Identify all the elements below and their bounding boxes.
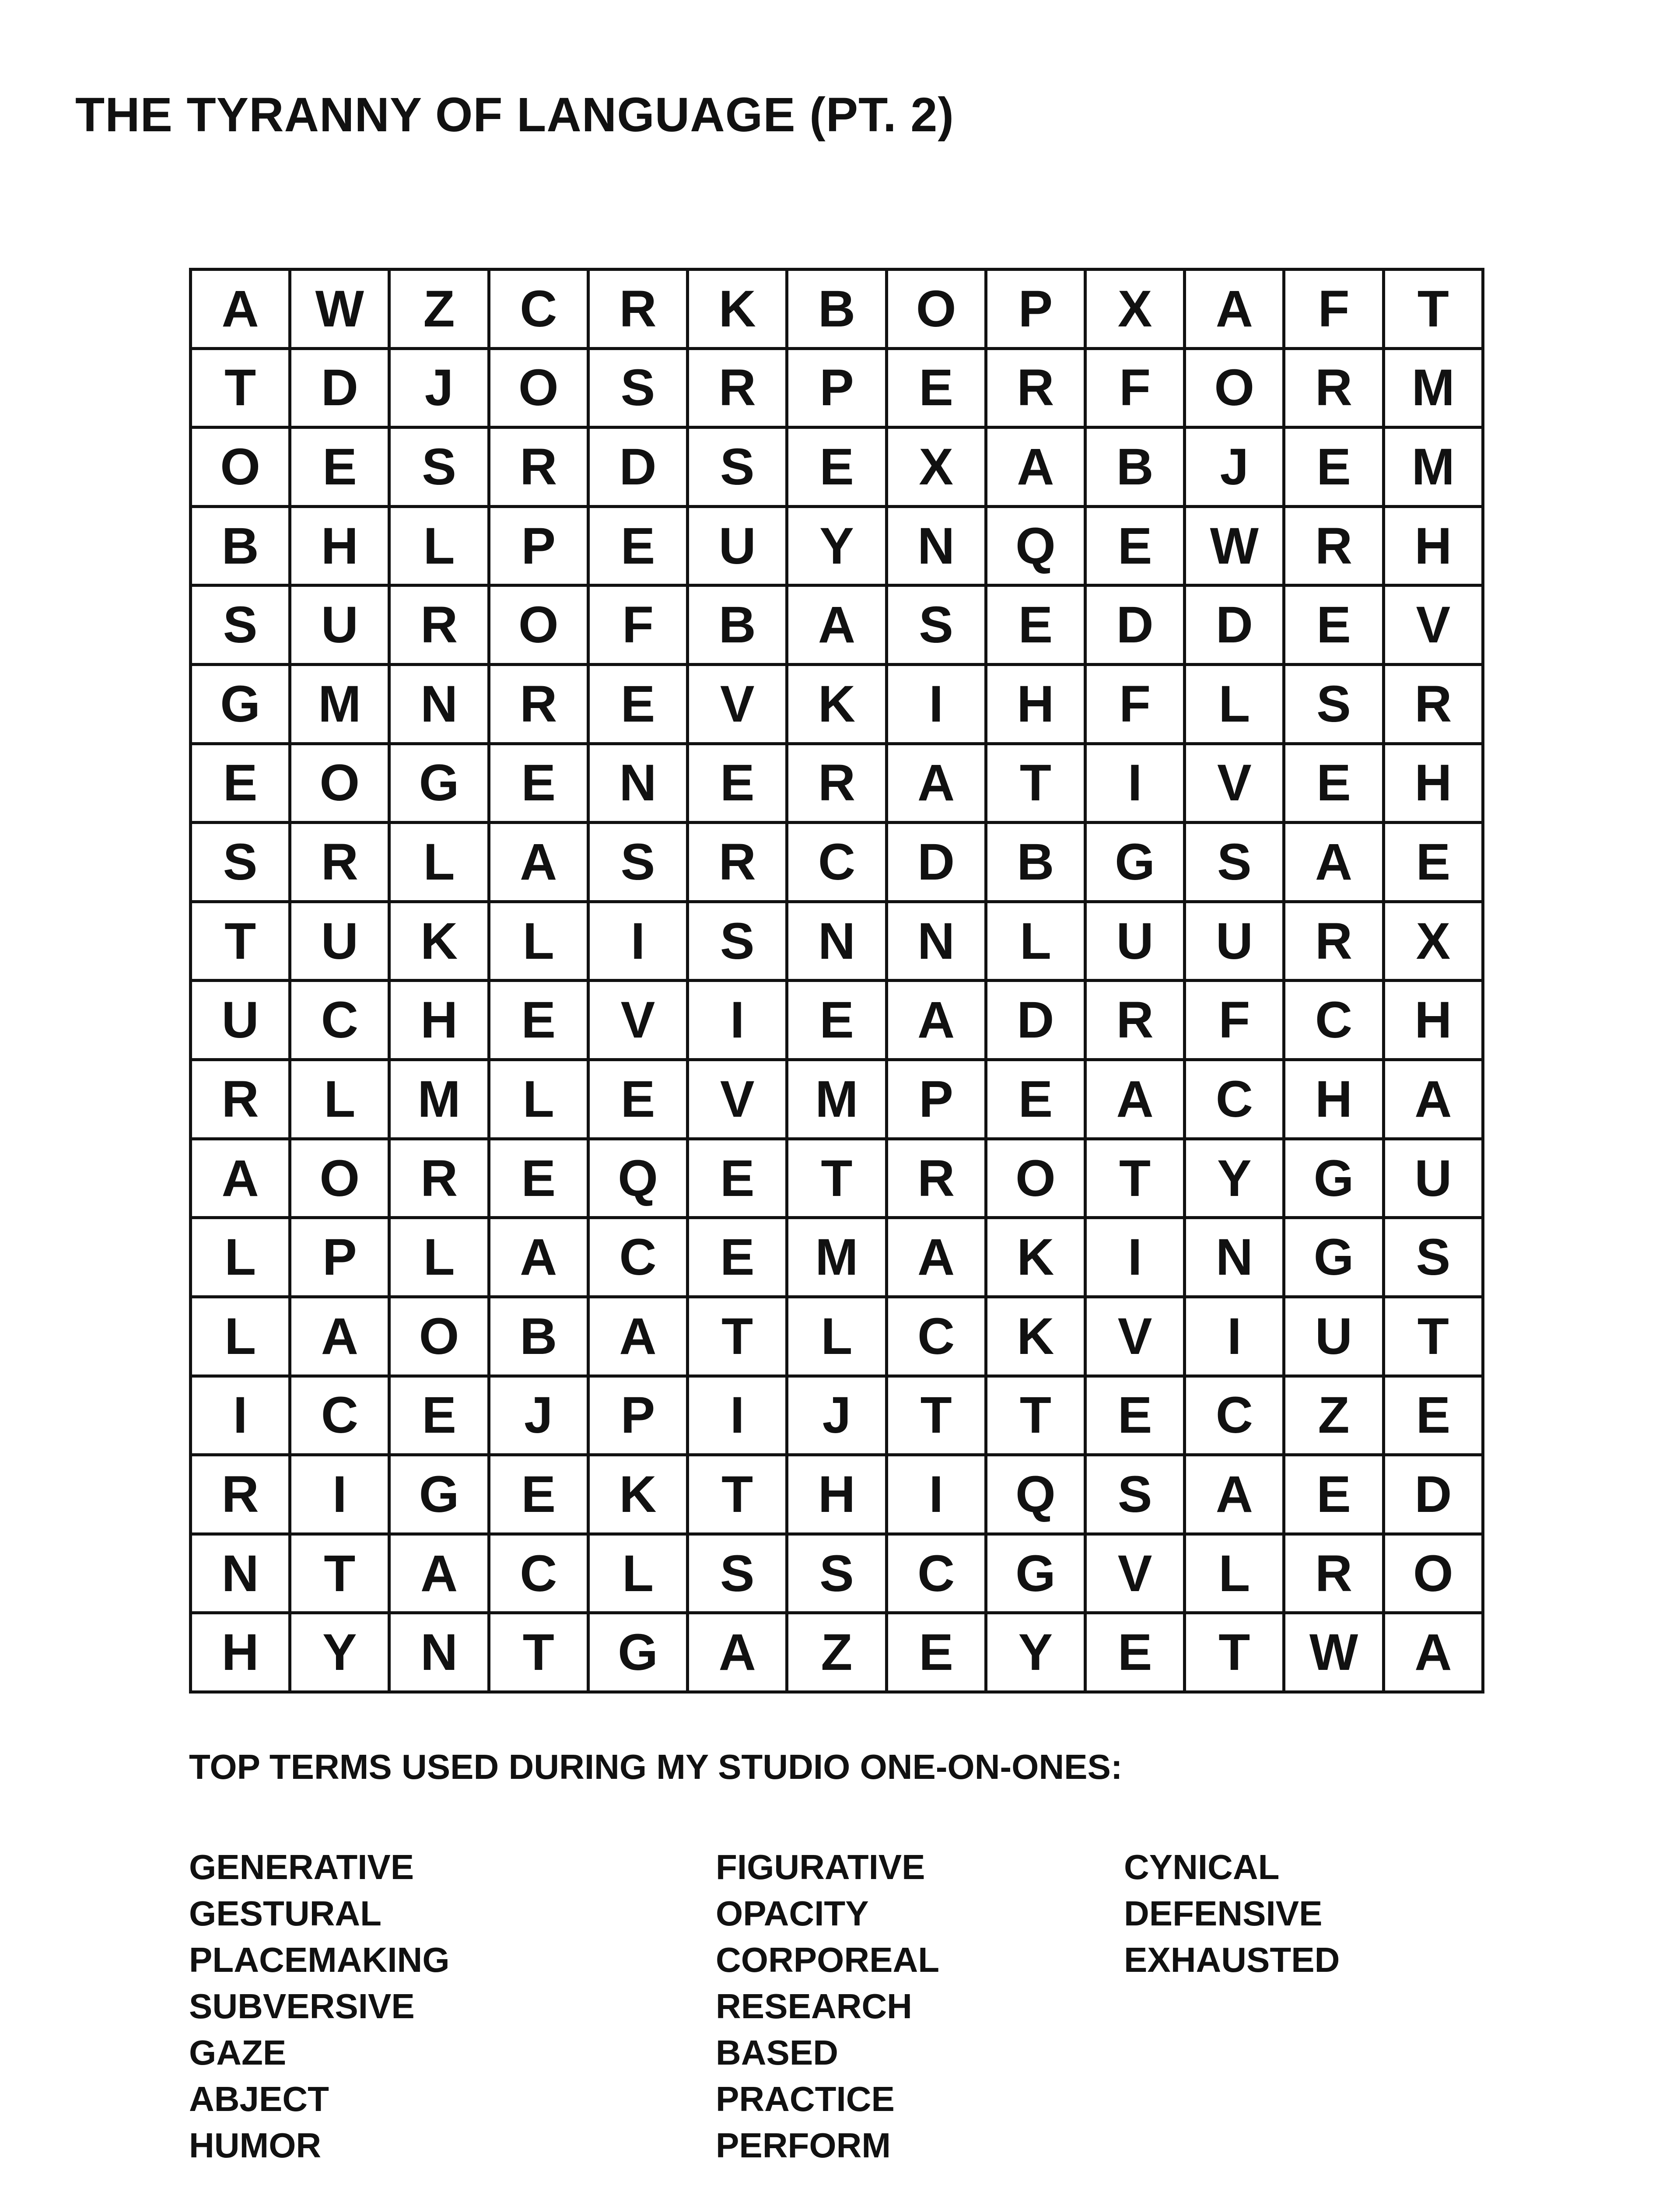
- grid-row: [191, 348, 1483, 428]
- grid-cell: E: [787, 981, 886, 1060]
- grid-cell: A: [1284, 823, 1383, 902]
- grid-cell: N: [389, 1613, 489, 1692]
- grid-cell: E: [588, 506, 687, 586]
- grid-cell: E: [1284, 428, 1383, 507]
- grid-cell: E: [1383, 823, 1483, 902]
- grid-cell: P: [886, 1060, 986, 1139]
- grid-cell: K: [986, 1297, 1085, 1376]
- grid-cell: J: [489, 1376, 588, 1455]
- grid-cell: O: [489, 586, 588, 665]
- grid-cell: A: [886, 743, 986, 823]
- grid-cell: E: [1284, 586, 1383, 665]
- grid-cell: T: [688, 1297, 787, 1376]
- grid-cell: S: [1383, 1218, 1483, 1297]
- grid-cell: I: [1085, 1218, 1184, 1297]
- grid-cell: W: [1284, 1613, 1383, 1692]
- grid-cell: L: [588, 1534, 687, 1613]
- grid-cell: D: [986, 981, 1085, 1060]
- grid-cell: G: [986, 1534, 1085, 1613]
- grid-cell: L: [1185, 665, 1284, 744]
- grid-cell: K: [986, 1218, 1085, 1297]
- grid-cell: C: [1284, 981, 1383, 1060]
- grid-cell: N: [886, 901, 986, 981]
- grid-cell: U: [1284, 1297, 1383, 1376]
- grid-cell: U: [1383, 1139, 1483, 1218]
- grid-cell: A: [986, 428, 1085, 507]
- grid-cell: E: [986, 586, 1085, 665]
- grid-cell: B: [688, 586, 787, 665]
- grid-row: [191, 586, 1483, 665]
- grid-cell: E: [688, 1139, 787, 1218]
- grid-cell: R: [191, 1060, 290, 1139]
- grid-cell: V: [1085, 1297, 1184, 1376]
- grid-cell: B: [787, 270, 886, 349]
- grid-cell: O: [986, 1139, 1085, 1218]
- grid-cell: Q: [986, 506, 1085, 586]
- grid-cell: I: [886, 1455, 986, 1534]
- grid-cell: T: [191, 348, 290, 428]
- grid-row: [191, 270, 1483, 349]
- grid-cell: P: [290, 1218, 389, 1297]
- grid-cell: M: [787, 1218, 886, 1297]
- grid-cell: O: [489, 348, 588, 428]
- grid-cell: T: [191, 901, 290, 981]
- grid-cell: N: [389, 665, 489, 744]
- grid-cell: E: [986, 1060, 1085, 1139]
- grid-cell: T: [688, 1455, 787, 1534]
- word-list-item: OPACITY: [716, 1894, 869, 1933]
- grid-cell: E: [1284, 743, 1383, 823]
- grid-cell: J: [1185, 428, 1284, 507]
- grid-cell: A: [389, 1534, 489, 1613]
- grid-row: [191, 1139, 1483, 1218]
- grid-cell: G: [588, 1613, 687, 1692]
- grid-cell: L: [191, 1297, 290, 1376]
- grid-cell: S: [688, 1534, 787, 1613]
- grid-cell: R: [1383, 665, 1483, 744]
- grid-row: [191, 1613, 1483, 1692]
- grid-cell: F: [1085, 665, 1184, 744]
- grid-cell: E: [688, 1218, 787, 1297]
- grid-cell: L: [986, 901, 1085, 981]
- grid-cell: I: [886, 665, 986, 744]
- grid-cell: C: [1185, 1060, 1284, 1139]
- grid-cell: R: [886, 1139, 986, 1218]
- grid-cell: I: [290, 1455, 389, 1534]
- grid-cell: Y: [1185, 1139, 1284, 1218]
- grid-row: [191, 1060, 1483, 1139]
- grid-cell: C: [787, 823, 886, 902]
- grid-cell: A: [1383, 1613, 1483, 1692]
- grid-cell: R: [588, 270, 687, 349]
- grid-cell: M: [1383, 348, 1483, 428]
- grid-cell: S: [191, 823, 290, 902]
- grid-row: [191, 981, 1483, 1060]
- grid-cell: I: [588, 901, 687, 981]
- grid-cell: G: [1284, 1139, 1383, 1218]
- grid-cell: I: [688, 1376, 787, 1455]
- grid-cell: Q: [986, 1455, 1085, 1534]
- grid-cell: N: [1185, 1218, 1284, 1297]
- grid-cell: G: [191, 665, 290, 744]
- word-list-item: PRACTICE: [716, 2079, 895, 2118]
- grid-cell: S: [1085, 1455, 1184, 1534]
- grid-cell: R: [290, 823, 389, 902]
- grid-cell: R: [1284, 1534, 1383, 1613]
- grid-cell: C: [290, 1376, 389, 1455]
- grid-cell: H: [986, 665, 1085, 744]
- word-list-item: PERFORM: [716, 2126, 891, 2165]
- grid-cell: H: [191, 1613, 290, 1692]
- grid-cell: S: [1284, 665, 1383, 744]
- word-list-item: RESEARCH: [716, 1987, 912, 2026]
- grid-cell: E: [489, 1455, 588, 1534]
- grid-cell: S: [787, 1534, 886, 1613]
- grid-cell: R: [688, 823, 787, 902]
- grid-cell: U: [191, 981, 290, 1060]
- grid-cell: P: [489, 506, 588, 586]
- grid-cell: B: [489, 1297, 588, 1376]
- grid-cell: O: [1185, 348, 1284, 428]
- grid-cell: R: [986, 348, 1085, 428]
- grid-cell: T: [1085, 1139, 1184, 1218]
- word-list-column-1: [189, 1844, 450, 2169]
- grid-cell: R: [787, 743, 886, 823]
- grid-cell: E: [489, 1139, 588, 1218]
- grid-cell: H: [1284, 1060, 1383, 1139]
- grid-cell: C: [1185, 1376, 1284, 1455]
- grid-cell: E: [688, 743, 787, 823]
- grid-cell: H: [389, 981, 489, 1060]
- grid-cell: E: [886, 1613, 986, 1692]
- word-list-item: HUMOR: [189, 2126, 322, 2165]
- grid-cell: H: [787, 1455, 886, 1534]
- grid-cell: E: [886, 348, 986, 428]
- grid-cell: U: [1185, 901, 1284, 981]
- word-list-item: SUBVERSIVE: [189, 1987, 415, 2026]
- grid-cell: R: [489, 428, 588, 507]
- grid-cell: W: [1185, 506, 1284, 586]
- grid-row: [191, 665, 1483, 744]
- grid-cell: A: [1085, 1060, 1184, 1139]
- grid-cell: F: [1085, 348, 1184, 428]
- grid-cell: R: [191, 1455, 290, 1534]
- grid-cell: E: [588, 665, 687, 744]
- grid-cell: Y: [787, 506, 886, 586]
- grid-cell: O: [389, 1297, 489, 1376]
- grid-cell: Z: [787, 1613, 886, 1692]
- grid-cell: X: [1085, 270, 1184, 349]
- grid-cell: Z: [389, 270, 489, 349]
- grid-cell: A: [588, 1297, 687, 1376]
- grid-cell: D: [588, 428, 687, 507]
- grid-cell: S: [191, 586, 290, 665]
- grid-cell: A: [489, 1218, 588, 1297]
- grid-cell: E: [1383, 1376, 1483, 1455]
- grid-cell: W: [290, 270, 389, 349]
- grid-cell: T: [290, 1534, 389, 1613]
- grid-cell: P: [787, 348, 886, 428]
- grid-cell: P: [986, 270, 1085, 349]
- grid-cell: E: [588, 1060, 687, 1139]
- grid-cell: A: [886, 981, 986, 1060]
- grid-cell: M: [787, 1060, 886, 1139]
- grid-cell: R: [1085, 981, 1184, 1060]
- grid-cell: H: [1383, 506, 1483, 586]
- grid-cell: T: [489, 1613, 588, 1692]
- grid-cell: F: [1185, 981, 1284, 1060]
- grid-cell: L: [191, 1218, 290, 1297]
- grid-cell: B: [986, 823, 1085, 902]
- grid-cell: S: [688, 901, 787, 981]
- grid-cell: J: [389, 348, 489, 428]
- grid-cell: N: [588, 743, 687, 823]
- grid-cell: D: [290, 348, 389, 428]
- grid-cell: A: [191, 270, 290, 349]
- grid-cell: C: [290, 981, 389, 1060]
- grid-cell: Q: [588, 1139, 687, 1218]
- word-list-item: ABJECT: [189, 2079, 329, 2118]
- grid-cell: X: [886, 428, 986, 507]
- grid-cell: R: [688, 348, 787, 428]
- grid-cell: K: [787, 665, 886, 744]
- grid-cell: C: [588, 1218, 687, 1297]
- grid-cell: F: [1284, 270, 1383, 349]
- grid-cell: A: [787, 586, 886, 665]
- grid-cell: R: [1284, 348, 1383, 428]
- grid-cell: D: [1085, 586, 1184, 665]
- grid-row: [191, 743, 1483, 823]
- grid-cell: Y: [290, 1613, 389, 1692]
- grid-cell: G: [1085, 823, 1184, 902]
- grid-cell: E: [787, 428, 886, 507]
- grid-row: [191, 1376, 1483, 1455]
- grid-cell: E: [489, 743, 588, 823]
- grid-cell: U: [688, 506, 787, 586]
- grid-cell: K: [688, 270, 787, 349]
- grid-cell: Z: [1284, 1376, 1383, 1455]
- grid-cell: G: [1284, 1218, 1383, 1297]
- grid-cell: I: [191, 1376, 290, 1455]
- grid-cell: V: [1185, 743, 1284, 823]
- grid-cell: T: [787, 1139, 886, 1218]
- word-list-item: CYNICAL: [1124, 1848, 1280, 1886]
- grid-row: [191, 823, 1483, 902]
- grid-cell: A: [1185, 1455, 1284, 1534]
- word-list-heading: TOP TERMS USED DURING MY STUDIO ONE-ON-ONES:: [189, 1747, 1123, 1786]
- grid-cell: B: [191, 506, 290, 586]
- word-search-grid: [189, 268, 1484, 1694]
- grid-cell: T: [886, 1376, 986, 1455]
- grid-cell: A: [688, 1613, 787, 1692]
- grid-cell: T: [1383, 270, 1483, 349]
- grid-cell: G: [389, 743, 489, 823]
- word-list-item: FIGURATIVE: [716, 1848, 925, 1886]
- grid-cell: C: [489, 1534, 588, 1613]
- grid-cell: G: [389, 1455, 489, 1534]
- puzzle-title: THE TYRANNY OF LANGUAGE (PT. 2): [75, 88, 955, 142]
- grid-cell: O: [290, 743, 389, 823]
- grid-cell: S: [588, 823, 687, 902]
- grid-cell: E: [1085, 1613, 1184, 1692]
- grid-cell: I: [688, 981, 787, 1060]
- grid-cell: E: [191, 743, 290, 823]
- grid-cell: N: [191, 1534, 290, 1613]
- grid-cell: C: [886, 1297, 986, 1376]
- grid-cell: T: [1383, 1297, 1483, 1376]
- grid-cell: O: [886, 270, 986, 349]
- grid-cell: S: [1185, 823, 1284, 902]
- grid-cell: X: [1383, 901, 1483, 981]
- grid-cell: S: [886, 586, 986, 665]
- grid-cell: O: [290, 1139, 389, 1218]
- grid-cell: O: [191, 428, 290, 507]
- grid-cell: A: [886, 1218, 986, 1297]
- grid-row: [191, 506, 1483, 586]
- grid-cell: A: [1185, 270, 1284, 349]
- grid-row: [191, 1297, 1483, 1376]
- grid-cell: I: [1185, 1297, 1284, 1376]
- grid-cell: U: [290, 586, 389, 665]
- grid-cell: R: [1284, 506, 1383, 586]
- word-list-item: EXHAUSTED: [1124, 1940, 1340, 1979]
- grid-row: [191, 1218, 1483, 1297]
- word-list-item: GAZE: [189, 2033, 287, 2072]
- word-list-item: GESTURAL: [189, 1894, 382, 1933]
- grid-cell: N: [886, 506, 986, 586]
- grid-cell: E: [489, 981, 588, 1060]
- grid-cell: M: [290, 665, 389, 744]
- grid-cell: R: [389, 586, 489, 665]
- grid-cell: T: [1185, 1613, 1284, 1692]
- grid-cell: C: [489, 270, 588, 349]
- grid-cell: U: [290, 901, 389, 981]
- grid-cell: L: [1185, 1534, 1284, 1613]
- grid-cell: N: [787, 901, 886, 981]
- word-list-item: CORPOREAL: [716, 1940, 940, 1979]
- grid-cell: L: [290, 1060, 389, 1139]
- grid-cell: H: [1383, 981, 1483, 1060]
- grid-cell: L: [389, 1218, 489, 1297]
- grid-cell: H: [290, 506, 389, 586]
- grid-cell: K: [588, 1455, 687, 1534]
- word-list-column-3: [1124, 1844, 1340, 1983]
- grid-cell: L: [389, 823, 489, 902]
- grid-cell: R: [1284, 901, 1383, 981]
- grid-cell: P: [588, 1376, 687, 1455]
- word-list-item: DEFENSIVE: [1124, 1894, 1323, 1933]
- word-list-column-2: [716, 1844, 939, 2169]
- grid-cell: V: [688, 665, 787, 744]
- grid-cell: A: [191, 1139, 290, 1218]
- grid-cell: M: [389, 1060, 489, 1139]
- grid-cell: F: [588, 586, 687, 665]
- grid-row: [191, 1534, 1483, 1613]
- grid-cell: K: [389, 901, 489, 981]
- grid-row: [191, 1455, 1483, 1534]
- grid-cell: Y: [986, 1613, 1085, 1692]
- grid-cell: A: [290, 1297, 389, 1376]
- grid-cell: V: [588, 981, 687, 1060]
- grid-row: [191, 901, 1483, 981]
- grid-cell: V: [1085, 1534, 1184, 1613]
- grid-cell: J: [787, 1376, 886, 1455]
- grid-cell: A: [1383, 1060, 1483, 1139]
- grid-cell: D: [1383, 1455, 1483, 1534]
- grid-cell: R: [489, 665, 588, 744]
- grid-cell: T: [986, 1376, 1085, 1455]
- grid-cell: O: [1383, 1534, 1483, 1613]
- grid-cell: E: [1284, 1455, 1383, 1534]
- grid-cell: E: [290, 428, 389, 507]
- grid-cell: S: [389, 428, 489, 507]
- grid-cell: L: [489, 901, 588, 981]
- grid-cell: L: [489, 1060, 588, 1139]
- grid-cell: B: [1085, 428, 1184, 507]
- grid-cell: V: [688, 1060, 787, 1139]
- grid-cell: A: [489, 823, 588, 902]
- word-list-item: GENERATIVE: [189, 1848, 414, 1886]
- grid-cell: R: [389, 1139, 489, 1218]
- grid-cell: L: [787, 1297, 886, 1376]
- grid-cell: S: [588, 348, 687, 428]
- word-list-item: PLACEMAKING: [189, 1940, 450, 1979]
- grid-row: [191, 428, 1483, 507]
- grid-cell: S: [688, 428, 787, 507]
- grid-cell: L: [389, 506, 489, 586]
- grid-cell: I: [1085, 743, 1184, 823]
- grid-cell: D: [1185, 586, 1284, 665]
- grid-cell: E: [389, 1376, 489, 1455]
- grid-cell: C: [886, 1534, 986, 1613]
- grid-cell: V: [1383, 586, 1483, 665]
- grid-cell: E: [1085, 1376, 1184, 1455]
- word-list-item: BASED: [716, 2033, 839, 2072]
- grid-cell: M: [1383, 428, 1483, 507]
- grid-cell: H: [1383, 743, 1483, 823]
- grid-cell: E: [1085, 506, 1184, 586]
- grid-cell: D: [886, 823, 986, 902]
- grid-cell: T: [986, 743, 1085, 823]
- grid-cell: U: [1085, 901, 1184, 981]
